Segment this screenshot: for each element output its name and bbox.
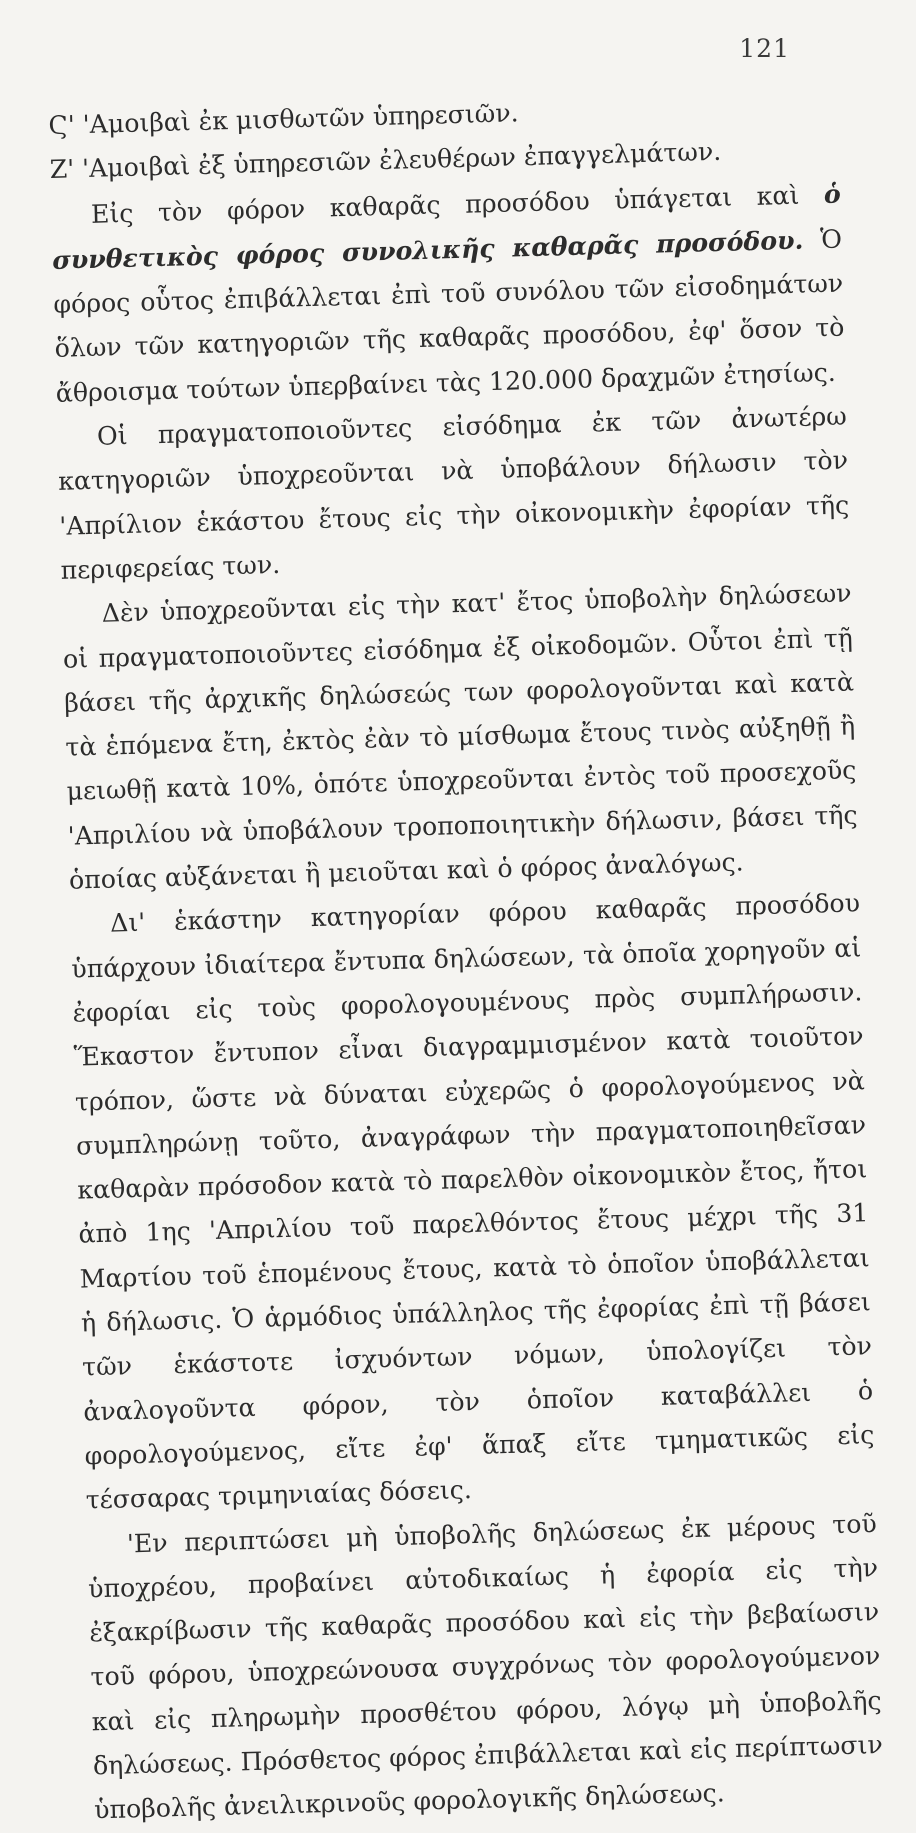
list-item-6: Ϛ' 'Αμοιβαὶ ἐκ μισθωτῶν ὑπηρεσιῶν. [48,98,519,140]
paragraph-synthetic-tax [50,171,846,416]
body-text [48,83,884,1833]
page-number: 121 [739,34,790,63]
paragraph-text: Ὁ φόρος οὗτος ἐπιβάλλεται ἐπὶ τοῦ συνόλου τῶν εἰσοδημάτων ὅλων τῶν κατηγοριῶν τῆς καθαρᾶς προσόδου, ἐφ' ὅσον τὸ ἄθροισμα τούτων ὑπερβαίνει τὰς 120.000 δραχμῶν ἐτησίως. [53,224,845,408]
paragraph-buildings-exemption: Δὲν ὑποχρεοῦνται εἰς τὴν κατ' ἔτος ὑποβολὴν δηλώσεων οἱ πραγματοποιοῦντες εἰσόδημα ἐξ οἰκοδομῶν. Οὗτοι ἐπὶ τῇ βάσει τῆς ἀρχικῆς δηλώσεώς των φορολογοῦνται καὶ κατὰ τὰ ἑπόμενα ἔτη, ἐκτὸς ἐὰν τὸ μίσθωμα ἔτους τινὸς αὐξηθῇ ἢ μειωθῇ κατὰ 10%, ὁπότε ὑποχρεοῦνται ἐντὸς τοῦ προσεχοῦς 'Απριλίου νὰ ὑποβάλουν τροποποιητικὴν δήλωσιν, βάσει τῆς ὁποίας αὐξάνεται ἢ μειοῦται καὶ ὁ φόρος ἀναλόγως. [62,578,858,895]
paragraph-text: Εἰς τὸν φόρον καθαρᾶς προσόδου ὑπάγεται καὶ [90,179,825,229]
paragraph-forms: Δι' ἑκάστην κατηγορίαν φόρου καθαρᾶς προσόδου ὑπάρχουν ἰδιαίτερα ἔντυπα δηλώσεων, τὰ ὁποῖα χορηγοῦν αἱ ἐφορίαι εἰς τοὺς φορολογουμένους πρὸς συμπλήρωσιν. Ἕκαστον ἔντυπον εἶναι διαγραμμισμένον κατὰ τοιοῦτον τρόπον, ὥστε νὰ δύναται εὐχερῶς ὁ φορολογούμενος νὰ συμπληρώνῃ τοῦτο, ἀναγράφων τὴν πραγματοποιηθεῖσαν καθαρὰν πρόσοδον κατὰ τὸ παρελθὸν οἰκονομικὸν ἔτος, ἤτοι ἀπὸ 1ης 'Απριλίου τοῦ παρελθόντος ἔτους μέχρι τῆς 31 Μαρτίου τοῦ ἑπομένους ἔτους, κατὰ τὸ ὁποῖον ὑποβάλλεται ἡ δήλωσις. Ὁ ἁρμόδιος ὑπάλληλος τῆς ἐφορίας ἐπὶ τῇ βάσει τῶν ἑκάστοτε ἰσχυόντων νόμων, ὑπολογίζει τὸν ἀναλογοῦντα φόρον, τὸν ὁποῖον καταβάλλει ὁ φορολογούμενος, εἴτε ἐφ' ἅπαξ εἴτε τμηματικῶς εἰς τέσσαρας τριμηνιαίας δόσεις. [71,888,875,1515]
paragraph-non-submission: 'Εν περιπτώσει μὴ ὑποβολῆς δηλώσεως ἐκ μέρους τοῦ ὑποχρέου, προβαίνει αὐτοδικαίως ἡ ἐφορία εἰς τὴν ἐξακρίβωσιν τῆς καθαρᾶς προσόδου καὶ εἰς τὴν βεβαίωσιν τοῦ φόρου, ὑποχρεώνουσα συγχρόνως τὸν φορολογούμενον καὶ εἰς πληρωμὴν προσθέτου φόρου, λόγῳ μὴ ὑποβολῆς δηλώσεως. Πρόσθετος φόρος ἐπιβάλλεται καὶ εἰς περίπτωσιν ὑποβολῆς ἀνειλικρινοῦς φορολογικῆς δηλώσεως. [87,1508,884,1825]
list-item-7: Ζ' 'Αμοιβαὶ ἐξ ὑπηρεσιῶν ἐλευθέρων ἐπαγγελμάτων. [49,137,722,185]
paragraph-declaration-obligation: Οἱ πραγματοποιοῦντες εἰσόδημα ἐκ τῶν ἀνωτέρω κατηγοριῶν ὑποχρεοῦνται νὰ ὑποβάλουν δήλωσιν τὸν 'Απρίλιον ἑκάστου ἔτους εἰς τὴν οἰκονομικὴν ἐφορίαν τῆς περιφερείας των. [57,401,850,585]
emphasized-term: ὁ συνθετικὸς φόρος συνολικῆς καθαρᾶς προσόδου. [51,178,842,275]
